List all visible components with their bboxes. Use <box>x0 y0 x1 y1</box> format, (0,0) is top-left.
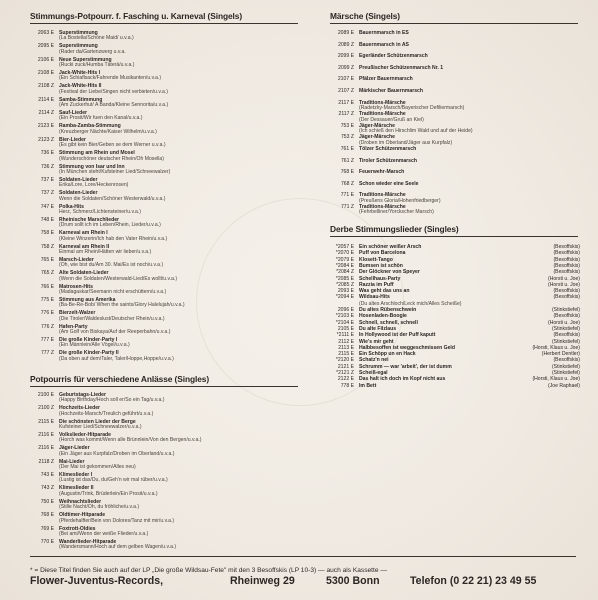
catalog-number: 2105 E <box>337 325 354 332</box>
track-subtitle: (Kreuzberger Nächte/Kaiser Wilhelm/u.v.a.) <box>59 128 157 135</box>
track-subtitle: (Madagaskar/Seemann nicht erschüttern/u.v.a.) <box>59 289 167 296</box>
catalog-number: *2103 E <box>335 313 354 320</box>
catalog-number: 765 Z <box>40 270 54 277</box>
artist-name: (Stinkstiefel) <box>551 370 580 376</box>
artist-name: (Horsti u. Joe) <box>548 319 580 326</box>
catalog-number: 2123 Z <box>38 136 54 143</box>
artist-name: (Besoffskis) <box>553 250 580 257</box>
catalog-number: 2089 E <box>337 30 354 36</box>
artist-name: (Stinkstiefel) <box>551 307 580 313</box>
track-title: Du altes Rübenschwein <box>359 307 417 313</box>
track-subtitle: Einmal am Rhein/Hätten wir lieber/u.v.a.) <box>59 248 152 255</box>
track-subtitle: (Ein Männlein/Alle Vögel/u.v.a.) <box>59 342 130 349</box>
track-subtitle: (Es gibt kein Bier/Geben se dem Werner u.v.a.) <box>59 142 166 149</box>
track-title: Karneval am Rhein I <box>59 230 108 237</box>
catalog-number: 2099 Z <box>338 64 354 71</box>
catalog-number: *2084 Z <box>336 269 354 276</box>
track-title: Traditions-Märsche <box>359 111 406 118</box>
track-title: Traditions-Märsche <box>359 99 406 106</box>
catalog-number: 2115 E <box>38 418 54 425</box>
artist-name: (Besoffskis) <box>553 332 580 339</box>
track-title: Bumsen ist schön <box>359 262 403 269</box>
catalog-number: *2121 Z <box>336 370 354 376</box>
section-heading-derbe: Derbe Stimmungslieder (Singles) <box>330 224 459 234</box>
track-title: Du alte Filzlaus <box>359 325 397 332</box>
catalog-number: *2120 E <box>335 357 354 364</box>
track-subtitle: (Ein Prosit/Wir fuen den Kanal/u.v.a.) <box>59 115 143 122</box>
track-subtitle: (Der Mai ist gekommen/Alles neu) <box>59 464 136 471</box>
catalog-number: 758 Z <box>40 243 54 250</box>
catalog-number: 2096 E <box>337 307 354 313</box>
track-title: Bier-Lieder <box>59 136 86 143</box>
track-title: Hafen-Party <box>59 323 88 330</box>
track-subtitle: Kufsteiner Lied/Schneewalzer/u.v.a.) <box>59 424 142 431</box>
track-title: Schellhaus-Party <box>359 275 401 282</box>
catalog-number: *2084 E <box>335 262 354 269</box>
artist-name: (Stinkstiefel) <box>551 325 580 332</box>
track-subtitle: (Happy Birthday/Hoch soll er/So ein Tag/u.v.a.) <box>59 397 165 404</box>
catalog-number: 2100 Z <box>38 405 54 412</box>
catalog-number: 768 E <box>40 512 54 519</box>
catalog-number: 776 E <box>40 310 54 317</box>
footer-rule <box>30 556 576 557</box>
catalog-number: 766 E <box>40 283 54 290</box>
catalog-number: 2123 E <box>37 123 54 130</box>
track-subtitle: (Radetzky-Marsch/Bayerischer Defiliermarsch) <box>359 104 465 111</box>
catalog-number: 736 Z <box>40 163 54 170</box>
track-title: Traditions-Märsche <box>359 192 406 199</box>
track-subtitle: (Kleine Winzerin/Ich hab den Vater Rhein/u.v.a.) <box>59 235 168 242</box>
catalog-number: 2118 Z <box>38 458 54 465</box>
track-title: Oldtimer-Hitparade <box>59 512 106 519</box>
track-title: Samba-Stimmung <box>59 96 103 103</box>
track-title: Jack-White-Hits II <box>59 83 102 90</box>
catalog-number: 747 E <box>40 203 54 210</box>
section-heading-fasching: Stimmungs-Potpourr. f. Fasching u. Karneval (Singels) <box>30 11 243 21</box>
catalog-number: 770 E <box>40 538 54 545</box>
catalog-number: 2114 E <box>38 96 54 103</box>
track-title: Wanderlieder-Hitparade <box>59 538 117 545</box>
track-title: Schatz'n nei <box>359 357 389 364</box>
track-title: Mai-Lieder <box>59 458 85 465</box>
track-title: Klimeslieder II <box>59 485 94 492</box>
track-title: Jäger-Märsche <box>359 122 395 129</box>
track-title: Alte Soldaten-Lieder <box>59 270 109 277</box>
track-subtitle: (Der Dessauer/Gruß an Kiel) <box>359 116 424 123</box>
track-title: Marsch-Lieder <box>59 256 94 263</box>
catalog-number: 2063 E <box>37 30 54 36</box>
track-title: Tiroler Schützenmarsch <box>359 157 417 164</box>
track-title: Neue Superstimmung <box>59 56 112 63</box>
track-subtitle: (Droben im Oberland/Jäger aus Kurpfalz) <box>359 139 453 146</box>
track-subtitle: (Pferdehalfter/Bein von Dolores/Tanz mit mir/u.v.a.) <box>59 517 175 524</box>
track-subtitle: (Wenn die Soldaten/Westerwald-Lied/Es wollt/u.v.a.) <box>59 275 178 282</box>
catalog-number: *2085 E <box>335 275 354 282</box>
section-heading-anlaesse: Potpourris für verschiedene Anlässe (Singles) <box>30 374 210 384</box>
track-title: Superstimmung <box>59 43 98 50</box>
heading-underline <box>30 23 298 24</box>
artist-name: (Stinkstiefel) <box>551 338 580 345</box>
track-subtitle: (Drum sollt ich im Leben/Rhein, Lieder/u.v.a.) <box>59 222 161 229</box>
track-subtitle: (Am Golf von Biskaya/Auf der Reeperbahn/u.v.a.) <box>59 329 171 336</box>
artist-name: (Besoffskis) <box>553 288 580 295</box>
catalog-number: 2115 E <box>338 351 354 358</box>
artist-name: (Stinkstiefel) <box>551 363 580 370</box>
track-title: Im Bett <box>359 382 377 389</box>
track-subtitle: (Ba-Be-Re-Bob/ When the saints/Glory Halelujah/u.v.a.) <box>59 302 185 309</box>
track-title: Hosenladen-Boogie <box>359 313 407 320</box>
track-subtitle: (Wunderschöner deutscher Rhein/Oh Mosella) <box>59 155 164 162</box>
catalog-number: 2117 E <box>338 99 354 106</box>
track-title: Ramba-Zamba-Stimmung <box>59 123 121 130</box>
track-title: Jack-White-Hits I <box>59 70 101 77</box>
track-title: Preußischer Schützenmarsch Nr. 1 <box>359 64 444 71</box>
track-title: Klimeslieder I <box>59 472 93 479</box>
catalog-number: 2121 E <box>337 363 354 370</box>
track-subtitle: Wenn die Soldaten/Schöner Westerwald/u.v.a.) <box>59 195 166 202</box>
track-subtitle: (Ein Jäger aus Kurpfalz/Droben im Oberland/u.v.a.) <box>59 450 175 457</box>
track-title: Traditions-Märsche <box>359 204 406 210</box>
heading-underline <box>30 386 298 387</box>
track-subtitle: (Ich schieß den Hirschlim Wald und auf der Heide) <box>359 128 473 135</box>
catalog-number: 776 Z <box>40 323 54 330</box>
footnote-asterisk: * = Diese Titel finden Sie auch auf der LP „Die große Wildsau-Fete" mit den 3 Besoffskis (LP 10-3) — auch als Kassette — <box>30 567 387 574</box>
catalog-number: 737 Z <box>40 190 54 197</box>
catalog-number: 2107 E <box>337 76 354 83</box>
track-title: Stimmung aus Amerika <box>59 297 116 303</box>
heading-underline <box>330 236 578 237</box>
catalog-number: 2093 E <box>337 288 354 295</box>
catalog-number: 753 E <box>340 122 354 129</box>
track-subtitle: (Stille Nacht/Oh, du fröhliche/u.v.a.) <box>59 504 140 511</box>
track-title: Der Glöckner von Speyer <box>359 269 420 276</box>
catalog-number: 753 Z <box>340 134 354 141</box>
catalog-number: 768 Z <box>340 180 354 187</box>
track-title: Ein Schöpp un en Hack <box>359 351 416 358</box>
track-subtitle: (Rucki zuck/Humba Täterä/u.v.a.) <box>59 62 135 69</box>
catalog-number: 750 E <box>40 498 54 505</box>
track-title: Feuerwehr-Marsch <box>359 169 405 176</box>
artist-name: (Besoffskis) <box>553 244 580 250</box>
artist-name: (Horsti u. Joe) <box>548 275 580 282</box>
catalog-number: 2108 E <box>37 70 54 77</box>
track-subtitle: (Augustin/Trink, Brüderlein/Ein Prosit/u.v.a.) <box>59 490 158 497</box>
catalog-number: *2070 E <box>335 250 354 257</box>
catalog-number: 2107 Z <box>338 88 354 94</box>
catalog-number: 2095 E <box>37 43 54 50</box>
track-subtitle: (Die Tiroler/Waldeslust/Deutscher Rhein/u.v.a.) <box>59 315 165 322</box>
catalog-number: 2114 Z <box>38 110 54 117</box>
track-subtitle: (La Bostella/Schöne Maid/ u.v.a.) <box>59 35 134 42</box>
catalog-number: 771 E <box>340 192 354 199</box>
artist-name: (Besoffskis) <box>553 294 580 301</box>
artist-name: (Horsti u. Joe) <box>548 281 580 288</box>
track-title: Was geht das uns an <box>359 288 410 295</box>
catalog-number: *2104 E <box>335 319 354 326</box>
track-title: Weihnachtslieder <box>59 498 102 505</box>
publisher-phone: Telefon (0 22 21) 23 49 55 <box>410 575 537 587</box>
catalog-number: 2108 Z <box>38 83 54 90</box>
catalog-number: 2089 Z <box>338 41 354 48</box>
catalog-number: 769 E <box>40 525 54 532</box>
track-title: Stimmung am Rhein und Mosel <box>59 150 135 157</box>
track-title: Klosett-Tango <box>359 256 393 263</box>
catalog-number: 743 E <box>40 472 54 479</box>
track-title: Tölzer Schützenmarsch <box>359 146 417 152</box>
catalog-number: *2111 E <box>336 332 354 339</box>
artist-name: (Besoffskis) <box>553 357 580 364</box>
publisher-name: Flower-Juventus-Records, <box>30 575 164 587</box>
catalog-number: 775 E <box>40 297 54 303</box>
track-subtitle: (Ein Schiaflsack/Fahrende Musikanten/u.v.a.) <box>59 75 162 82</box>
track-title: Puff von Barcelona <box>359 250 406 257</box>
track-title: Märkischer Bauernmarsch <box>359 88 423 94</box>
catalog-number: 2116 E <box>38 445 54 452</box>
catalog-number: 777 E <box>40 337 54 344</box>
track-title: Karneval am Rhein II <box>59 243 110 250</box>
catalog-number: 2116 E <box>38 432 54 439</box>
artist-name: (Joe Raphael) <box>548 382 580 389</box>
track-title: Volkslieder-Hitparade <box>59 432 111 439</box>
catalog-number: 2099 E <box>337 53 354 60</box>
track-subtitle: (Fehrbelliner/Yorckscher Marsch) <box>359 209 434 216</box>
catalog-number: 761 E <box>340 146 354 152</box>
catalog-number: *2085 Z <box>336 281 354 288</box>
track-title: Soldaten-Lieder <box>59 190 98 197</box>
track-title: Die große Kinder-Party II <box>59 350 119 357</box>
publisher-street: Rheinweg 29 <box>230 575 295 587</box>
section-heading-maersche: Märsche (Singels) <box>330 11 400 21</box>
catalog-number: 748 E <box>40 216 54 223</box>
track-subtitle: (In München steht/Kufsteiner Lied/Schneewalzer) <box>59 168 171 175</box>
catalog-number: 777 Z <box>40 350 54 357</box>
track-title: Geburtstags-Lieder <box>59 392 106 398</box>
track-subtitle: (Rader da/Gartenzwerg u.v.a. <box>59 48 126 55</box>
track-subtitle: (Preußens Gloria/Hohenfriedberger) <box>359 197 441 204</box>
artist-name: (Besoffskis) <box>553 313 580 320</box>
track-subtitle: Erika/Lore, Lore/Heckenrosen) <box>59 182 129 189</box>
track-title: Ein schöner weißer Arsch <box>359 244 422 250</box>
publisher-city: 5300 Bonn <box>326 575 380 587</box>
catalog-number: 2112 E <box>338 338 354 345</box>
catalog-number: 761 Z <box>340 157 354 164</box>
track-subtitle: (Bei ami/Wenn der weiße Flieder/u.v.a.) <box>59 530 149 537</box>
track-title: Bierzelt-Walzer <box>59 310 96 317</box>
track-title: Halbbesoffen ist weggeschmissen Geld <box>359 344 455 351</box>
catalog-number: *2094 E <box>335 294 354 301</box>
track-title: Die schönsten Lieder der Berge <box>59 418 136 425</box>
track-title: Pfälzer Bauernmarsch <box>359 76 413 83</box>
track-subtitle: (Lustig ist das/Du, du/Geh'n wir mal rüber/u.v.a.) <box>59 477 168 484</box>
track-title: Wie's mir geht <box>359 338 394 345</box>
track-title: Egerländer Schützenmarsch <box>359 53 428 60</box>
track-title: Matrosen-Hits <box>59 283 93 290</box>
track-title: Schon wieder eine Seele <box>359 180 419 187</box>
catalog-number: 2122 E <box>337 376 354 383</box>
catalog-number: 743 Z <box>40 485 54 492</box>
track-title: Bauernmarsch in AS <box>359 41 409 48</box>
track-subtitle: (Oh, wie bist du/Am 30. Mai/Es ist noch/u.v.a.) <box>59 262 164 269</box>
artist-name: (Horsti, Klaus u. Joe) <box>532 344 580 351</box>
artist-name: (Horsti, Klaus u. Joe) <box>532 376 580 383</box>
track-title: In Hollywood ist der Puff kaputt <box>359 332 436 339</box>
track-subtitle: (Wandersmann/Hoch auf dem gelben Wagen/u.v.a.) <box>59 544 177 551</box>
catalog-number: 736 E <box>40 150 54 157</box>
track-title: Schnell, schnell, schnell <box>359 319 418 326</box>
track-subtitle: Herz, Schmerz/Lichtensteiner/u.v.a.) <box>59 208 142 215</box>
track-title: Rheinische Marschlieder <box>59 216 120 223</box>
track-subtitle: (Horch was kommt/Wenn alle Brünnlein/Von den Bergen/u.v.a.) <box>59 437 202 444</box>
catalog-number: 758 E <box>40 230 54 237</box>
track-subtitle: (Festival der Liebe/Singen nicht verbieten/u.v.a.) <box>59 88 168 95</box>
track-title: Razzia im Puff <box>359 281 394 288</box>
catalog-number: *2057 E <box>335 244 354 250</box>
track-title: Hochzeits-Lieder <box>59 405 101 412</box>
track-subtitle: (Am Zuckerhut/ A Banda/Kleine Sennorita/u.v.a.) <box>59 102 169 109</box>
track-title: Sauf-Lieder <box>59 110 88 117</box>
catalog-number: 778 E <box>340 382 354 389</box>
track-title: Bauernmarsch in ES <box>359 30 409 36</box>
track-title: Soldaten-Lieder <box>59 176 98 183</box>
artist-name: (Besoffskis) <box>553 269 580 276</box>
track-subtitle: (Da oben auf dem/Taler, Taler/Hoppe,Hoppe/u.v.a.) <box>59 355 174 362</box>
catalog-number: 2100 E <box>37 392 54 398</box>
heading-underline <box>330 23 578 24</box>
track-title: Polka-Hits <box>59 203 84 210</box>
track-title: Foxtrott-Oldies <box>59 525 96 532</box>
catalog-number: 765 E <box>40 256 54 263</box>
catalog-number: 768 E <box>340 169 354 176</box>
track-title: Wildsau-Hits <box>359 294 390 301</box>
track-title: Das halt ich doch im Kopf nicht aus <box>359 376 446 383</box>
catalog-number: 737 E <box>40 176 54 183</box>
track-title: Die große Kinder-Party I <box>59 337 118 344</box>
catalog-number: 2106 E <box>37 56 54 63</box>
track-title: Jäger-Märsche <box>359 134 395 141</box>
artist-name: (Besoffskis) <box>553 262 580 269</box>
track-subtitle: (Hochzeits-Marsch/Treulich geführt/u.v.a.) <box>59 410 154 417</box>
track-title: Stimmung von Isar und Inn <box>59 163 125 170</box>
catalog-number: *2079 E <box>335 256 354 263</box>
track-title: Superstimmung <box>59 30 98 36</box>
track-title: Schrumm — war 'arbeit', der ist dumm <box>359 363 452 370</box>
artist-name: (Besoffskis) <box>553 256 580 263</box>
track-title: Scheiß-egal <box>359 370 388 376</box>
artist-name: (Herbert Dentler) <box>541 351 580 358</box>
catalog-number: 2113 E <box>338 344 354 351</box>
track-title: (Du altes Arschloch/Leck mich/Alles Scheiße) <box>359 300 462 307</box>
catalog-number: 771 Z <box>340 204 354 210</box>
catalog-number: 2117 Z <box>338 111 354 118</box>
track-title: Jäger-Lieder <box>59 445 90 452</box>
